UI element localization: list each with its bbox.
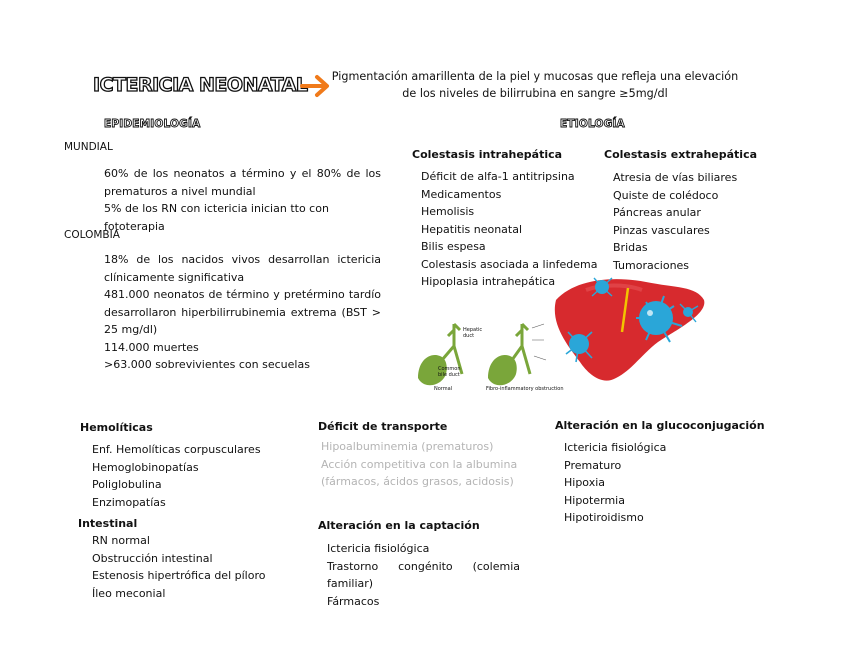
- transporte-list: [321, 438, 521, 491]
- list-item: Poliglobulina: [92, 478, 162, 491]
- definition: [320, 68, 750, 102]
- label-common-bile-duct: Common bile duct: [438, 366, 461, 378]
- list-item: Hemolisis: [421, 205, 475, 218]
- list-item: Bridas: [613, 241, 648, 254]
- list-item: Estenosis hipertrófica del píloro: [92, 569, 266, 582]
- glucoconjugacion-list: [564, 439, 666, 527]
- captacion-title: Alteración en la captación: [318, 519, 480, 532]
- list-item: Pinzas vasculares: [613, 223, 710, 237]
- colombia-p2: 481.000 neonatos de término y pretérmino tardío desarrollaron hiperbilirrubinemia extrema (BST > 25 mg/dl): [104, 288, 381, 336]
- list-item: Hipoplasia intrahepática: [421, 275, 556, 288]
- definition-line-1: Pigmentación amarillenta de la piel y mucosas que refleja una elevación: [331, 70, 739, 83]
- transporte-title: Déficit de transporte: [318, 420, 448, 433]
- list-item: Hipotiroidismo: [564, 511, 644, 524]
- mundial-p2: 5% de los RN con ictericia inician tto con fototerapia: [104, 202, 329, 233]
- caption-normal: Normal: [434, 386, 453, 392]
- list-item: Enf. Hemolíticas corpusculares: [92, 443, 261, 456]
- list-item: Páncreas anular: [613, 206, 701, 219]
- list-item: RN normal: [92, 534, 150, 547]
- list-item: Hipotermia: [564, 493, 625, 507]
- list-item: Acción competitiva con la albumina (fármacos, ácidos grasos, acidosis): [321, 457, 518, 488]
- intestinal-title: Intestinal: [78, 517, 138, 530]
- list-item: Tumoraciones: [613, 258, 690, 272]
- extrahepatica-list: [613, 169, 737, 274]
- list-item: Ictericia fisiológica: [564, 441, 667, 454]
- hemoliticas-list: [92, 441, 261, 511]
- glucoconjugacion-title: Alteración en la glucoconjugación: [555, 419, 765, 432]
- list-item: Fármacos: [327, 594, 380, 608]
- list-item: Hipoalbuminemia (prematuros): [321, 440, 494, 453]
- list-item: Prematuro: [564, 458, 622, 472]
- hemoliticas-title: Hemolíticas: [80, 421, 153, 434]
- list-item: Íleo meconial: [92, 586, 166, 600]
- definition-line-2: de los niveles de bilirrubina en sangre ≥5mg/dl: [402, 87, 668, 100]
- list-item: Colestasis asociada a linfedema: [421, 257, 597, 271]
- mundial-label: MUNDIAL: [64, 141, 113, 153]
- list-item: Bilis espesa: [421, 240, 486, 253]
- colombia-p1: 18% de los nacidos vivos desarrollan ictericia clínicamente significativa: [104, 253, 381, 284]
- list-item: Hipoxia: [564, 476, 606, 489]
- list-item: Obstrucción intestinal: [92, 551, 213, 565]
- extrahepatica-title: Colestasis extrahepática: [604, 148, 758, 161]
- list-item: Hemoglobinopatías: [92, 460, 199, 474]
- mundial-p1: 60% de los neonatos a término y el 80% de los prematuros a nivel mundial: [104, 167, 381, 198]
- captacion-list: [327, 540, 520, 610]
- liver-virus-illustration: [546, 262, 714, 397]
- colombia-label: COLOMBIA: [64, 229, 120, 241]
- list-item: Trastorno congénito (colemia familiar): [327, 559, 520, 590]
- list-item: Medicamentos: [421, 187, 502, 201]
- list-item: Atresia de vías biliares: [613, 171, 738, 184]
- colombia-p4: >63.000 sobrevivientes con secuelas: [104, 358, 310, 371]
- colombia-block: [104, 251, 381, 374]
- list-item: Quiste de colédoco: [613, 188, 719, 202]
- list-item: Hepatitis neonatal: [421, 222, 523, 236]
- virus-icon: [592, 278, 612, 296]
- list-item: Ictericia fisiológica: [327, 542, 430, 555]
- pointer-lines: [532, 324, 546, 360]
- intestinal-list: [92, 532, 265, 602]
- liver-icon: [555, 279, 705, 381]
- list-item: Enzimopatías: [92, 495, 166, 509]
- list-item: Déficit de alfa-1 antitripsina: [421, 170, 575, 183]
- epidemiologia-heading: EPIDEMIOLOGÍA: [104, 118, 201, 130]
- intrahepatica-title: Colestasis intrahepática: [412, 148, 563, 161]
- caption-obstruction: Fibro-inflammatory obstruction: [486, 386, 564, 392]
- colombia-p3: 114.000 muertes: [104, 340, 199, 354]
- page-title: ICTERICIA NEONATAL: [93, 74, 308, 96]
- etiologia-heading: ETIOLOGÍA: [560, 118, 625, 130]
- mundial-block: [104, 165, 381, 235]
- label-hepatic-duct: Hepatic duct: [463, 327, 483, 339]
